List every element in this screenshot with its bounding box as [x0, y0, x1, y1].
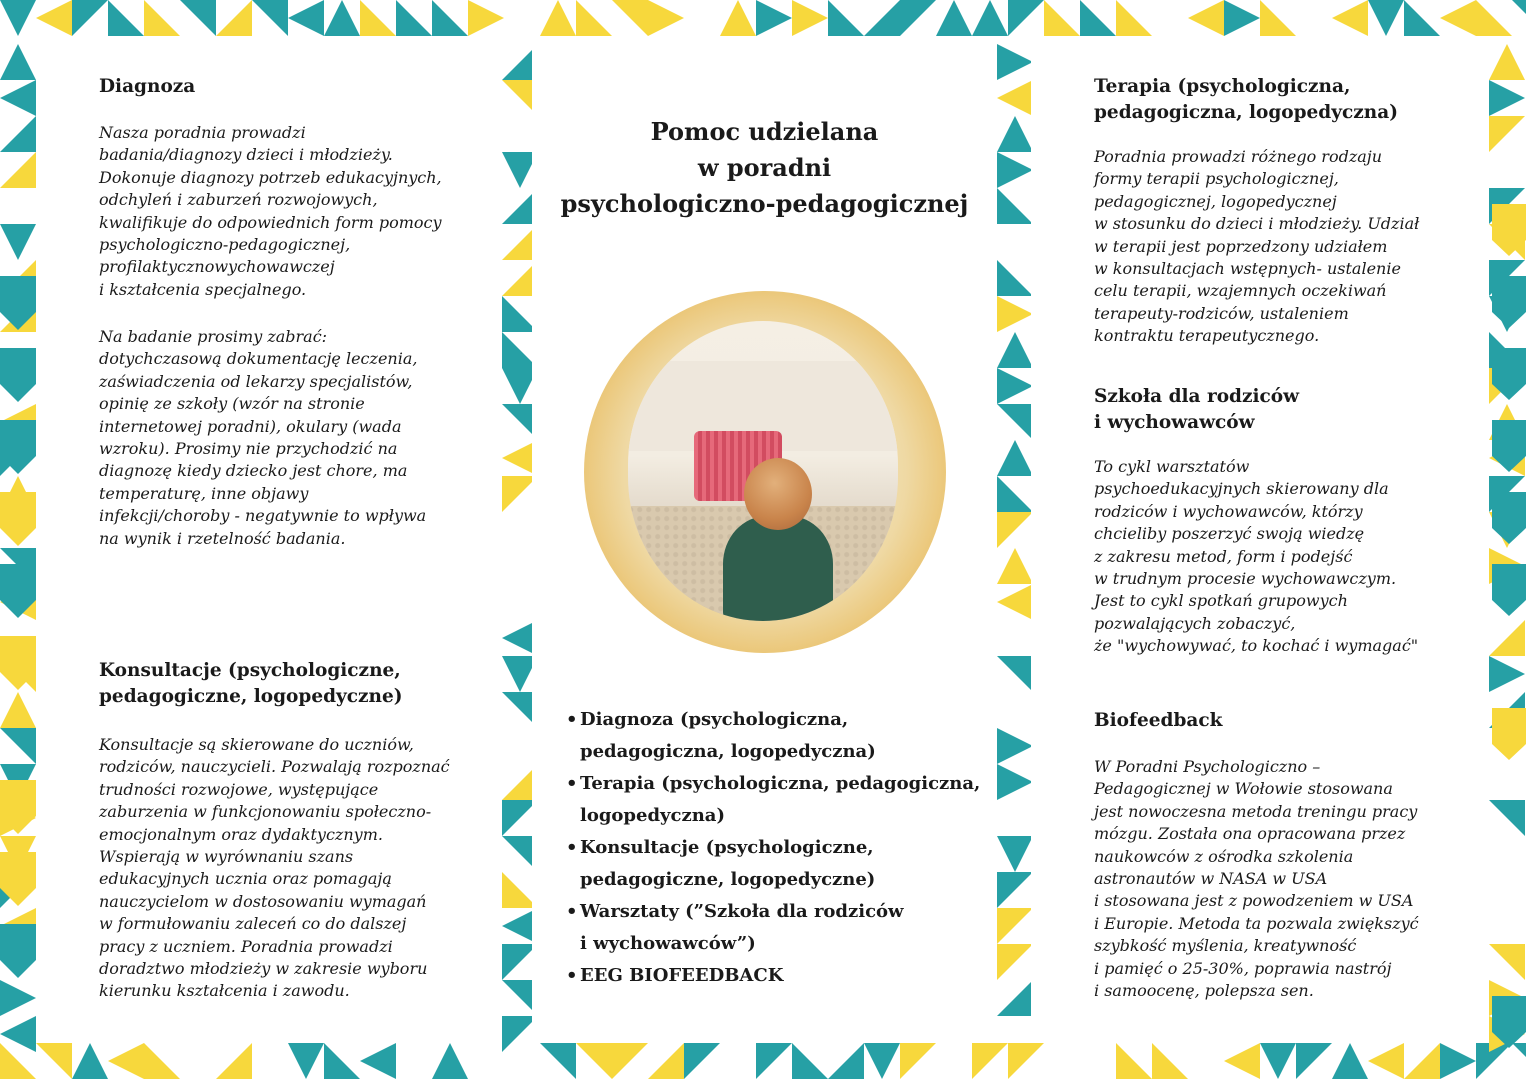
pattern-triangle	[997, 260, 1033, 296]
pattern-triangle	[997, 476, 1033, 512]
pattern-triangle	[997, 584, 1033, 620]
diagnoza-text: Nasza poradnia prowadzi badania/diagnozy dzieci i młodzieży. Dokonuje diagnozy potrzeb edukacyjnych, odchyleń i zaburzeń rozwojowych, kwalifikuje do odpowiednich form pomocy psychologiczno-pedagogicznej, profilaktycznowychowawczej i kształcenia specjalnego.	[99, 123, 442, 299]
pattern-triangle	[900, 0, 936, 36]
pattern-triangle	[972, 0, 1008, 36]
pattern-triangle	[0, 152, 36, 188]
pattern-triangle	[756, 0, 792, 36]
pattern-triangle	[1512, 0, 1526, 36]
pattern-triangle	[864, 1043, 900, 1079]
pattern-triangle	[0, 492, 36, 546]
pattern-triangle	[1044, 0, 1080, 36]
biofeedback-heading: Biofeedback	[1094, 710, 1223, 731]
pattern-triangle	[576, 0, 612, 36]
pattern-triangle	[1260, 1043, 1296, 1079]
pattern-triangle	[612, 1043, 648, 1079]
pattern-triangle	[1492, 276, 1526, 328]
photo-scene	[628, 321, 898, 621]
pattern-triangle	[1512, 1043, 1526, 1079]
pattern-triangle	[1332, 1043, 1368, 1079]
pattern-triangle	[997, 296, 1033, 332]
pattern-triangle	[108, 1043, 144, 1079]
pattern-triangle	[1489, 80, 1525, 116]
brochure-title: Pomoc udzielana w poradni psychologiczno-pedagogicznej	[560, 117, 969, 218]
pattern-triangle	[432, 1043, 468, 1079]
pattern-triangle	[1152, 1043, 1188, 1079]
pattern-triangle	[0, 692, 36, 728]
diagnoza-requirements-text: Na badanie prosimy zabrać: dotychczasową dokumentację leczenia, zaświadczenia od lekarzy specjalistów, opinię ze szkoły (wzór na stronie internetowej poradni), okulary (wada wzroku). Prosimy nie przychodzić na diagnozę kiedy dziecko jest chore, ma temperaturę, inne objawy infekcji/choroby - negatywnie to wpływa na wynik i rzetelność badania.	[99, 327, 427, 548]
list-item: • Warsztaty (”Szkoła dla rodziców i wychowawców”)	[566, 901, 904, 954]
pattern-triangle	[997, 980, 1033, 1016]
pattern-triangle	[1008, 0, 1044, 36]
pattern-triangle	[997, 656, 1033, 692]
pattern-triangle	[972, 1043, 1008, 1079]
pattern-triangle	[288, 1043, 324, 1079]
pattern-triangle	[360, 0, 396, 36]
pattern-triangle	[997, 368, 1033, 404]
pattern-triangle	[997, 440, 1033, 476]
pattern-triangle	[864, 0, 900, 36]
diagnoza-heading: Diagnoza	[99, 76, 196, 97]
pattern-triangle	[72, 1043, 108, 1079]
pattern-triangle	[540, 0, 576, 36]
pattern-triangle	[360, 1043, 396, 1079]
right-panel	[1031, 44, 1480, 1030]
list-item: • Konsultacje (psychologiczne, pedagogiczne, logopedyczne)	[566, 837, 876, 890]
terapia-text: Poradnia prowadzi różnego rodzaju formy terapii psychologicznej, pedagogicznej, logopedycznej w stosunku do dzieci i młodzieży. Udział w terapii jest poprzedzony udziałem w konsultacjach wstępnych- ustalenie celu terapii, wzajemnych oczekiwań terapeuty-rodziców, ustaleniem kontraktu terapeutycznego.	[1094, 147, 1420, 346]
pattern-triangle	[432, 0, 468, 36]
pattern-triangle	[144, 1043, 180, 1079]
pattern-triangle	[252, 0, 288, 36]
konsultacje-text: Konsultacje są skierowane do uczniów, rodziców, nauczycieli. Pozwalają rozpoznać trudności rozwojowe, występujące zaburzenia w funkcjonowaniu społeczno- emocjonalnym oraz dydaktycznym. Wspierają w wyrównaniu szans edukacyjnych ucznia oraz pomagają nauczycielom w dostosowaniu wymagań w formułowaniu zaleceń co do dalszej pracy z uczniem. Poradnia prowadzi doradztwo młodzieży w zakresie wyboru kierunku kształcenia i zawodu.	[99, 735, 450, 1001]
list-item: • EEG BIOFEEDBACK	[566, 965, 784, 986]
pattern-triangle	[1489, 800, 1525, 836]
pattern-triangle	[792, 1043, 828, 1079]
pattern-triangle	[1440, 1043, 1476, 1079]
list-item: • Terapia (psychologiczna, pedagogiczna, logopedyczna)	[566, 773, 981, 826]
child-head	[744, 458, 812, 530]
left-panel	[36, 44, 502, 1030]
pattern-triangle	[1224, 0, 1260, 36]
pattern-triangle	[756, 1043, 792, 1079]
pattern-triangle	[1332, 0, 1368, 36]
pattern-triangle	[997, 548, 1033, 584]
pattern-triangle	[36, 1043, 72, 1079]
pattern-triangle	[997, 116, 1033, 152]
pattern-triangle	[72, 0, 108, 36]
pattern-triangle	[36, 0, 72, 36]
pattern-triangle	[997, 944, 1033, 980]
pattern-triangle	[324, 1043, 360, 1079]
pattern-triangle	[997, 908, 1033, 944]
center-panel	[532, 44, 997, 1030]
konsultacje-heading: Konsultacje (psychologiczne, pedagogiczne, logopedyczne)	[99, 660, 403, 707]
pattern-triangle	[612, 0, 648, 36]
pattern-triangle	[997, 188, 1033, 224]
services-list	[566, 704, 991, 992]
pattern-triangle	[1296, 1043, 1332, 1079]
pattern-triangle	[216, 1043, 252, 1079]
pattern-triangle	[468, 0, 504, 36]
pattern-triangle	[997, 728, 1033, 764]
pattern-triangle	[1260, 0, 1296, 36]
pattern-triangle	[0, 44, 36, 80]
pattern-triangle	[0, 728, 36, 764]
pattern-triangle	[1008, 1043, 1044, 1079]
szkola-heading: Szkoła dla rodziców i wychowawców	[1094, 386, 1300, 433]
child-figure	[723, 516, 833, 621]
pattern-triangle	[997, 512, 1033, 548]
pattern-triangle	[684, 1043, 720, 1079]
pattern-triangle	[1080, 0, 1116, 36]
pattern-triangle	[1116, 0, 1152, 36]
pattern-triangle	[1440, 0, 1476, 36]
pattern-triangle	[0, 80, 36, 116]
pattern-triangle	[324, 0, 360, 36]
pattern-triangle	[1368, 0, 1404, 36]
pattern-triangle	[0, 980, 36, 1016]
pattern-triangle	[1404, 1043, 1440, 1079]
pattern-triangle	[144, 0, 180, 36]
pattern-triangle	[1368, 1043, 1404, 1079]
pattern-triangle	[648, 0, 684, 36]
pattern-triangle	[1492, 564, 1526, 616]
pattern-triangle	[1489, 44, 1525, 80]
pattern-triangle	[1492, 708, 1526, 760]
pattern-triangle	[828, 1043, 864, 1079]
pattern-triangle	[997, 872, 1033, 908]
pattern-triangle	[0, 1016, 36, 1052]
pattern-triangle	[1489, 620, 1525, 656]
pattern-triangle	[216, 0, 252, 36]
pattern-triangle	[936, 0, 972, 36]
child-photo	[584, 291, 946, 653]
szkola-text: To cykl warsztatów psychoedukacyjnych skierowany dla rodziców i wychowawców, którzy chcieliby poszerzyć swoją wiedzę z zakresu metod, form i podejść w trudnym procesie wychowawczym. Jest to cykl spotkań grupowych pozwalających zobaczyć, że "wychowywać, to kochać i wymagać"	[1094, 457, 1419, 656]
pattern-triangle	[1404, 0, 1440, 36]
pattern-triangle	[1489, 944, 1525, 980]
pattern-triangle	[997, 764, 1033, 800]
pattern-triangle	[997, 80, 1033, 116]
list-item: • Diagnoza (psychologiczna, pedagogiczna, logopedyczna)	[566, 709, 876, 762]
pattern-triangle	[0, 0, 36, 36]
pattern-triangle	[997, 332, 1033, 368]
pattern-triangle	[1489, 116, 1525, 152]
pattern-triangle	[997, 836, 1033, 872]
pattern-triangle	[828, 0, 864, 36]
pattern-triangle	[108, 0, 144, 36]
pattern-triangle	[1188, 0, 1224, 36]
pattern-triangle	[648, 1043, 684, 1079]
pattern-triangle	[1489, 656, 1525, 692]
terapia-heading: Terapia (psychologiczna, pedagogiczna, logopedyczna)	[1094, 76, 1398, 123]
pattern-triangle	[1476, 0, 1512, 36]
pattern-triangle	[997, 44, 1033, 80]
pattern-triangle	[900, 1043, 936, 1079]
pattern-triangle	[288, 0, 324, 36]
pattern-triangle	[792, 0, 828, 36]
pattern-triangle	[997, 404, 1033, 440]
pattern-triangle	[1116, 1043, 1152, 1079]
pattern-triangle	[1224, 1043, 1260, 1079]
pattern-triangle	[997, 152, 1033, 188]
pattern-triangle	[0, 224, 36, 260]
pattern-triangle	[0, 924, 36, 978]
pattern-triangle	[1492, 492, 1526, 544]
pattern-triangle	[180, 0, 216, 36]
pattern-triangle	[0, 348, 36, 402]
biofeedback-text: W Poradni Psychologiczno – Pedagogicznej w Wołowie stosowana jest nowoczesna metoda treningu pracy mózgu. Została ona opracowana przez naukowców z ośrodka szkolenia astronautów w NASA w USA i stosowana jest z powodzeniem w USA i Europie. Metoda ta pozwala zwiększyć szybkość myślenia, kreatywność i pamięć o 25-30%, poprawia nastrój i samoocenę, polepsza sen.	[1094, 757, 1419, 1001]
pattern-triangle	[720, 0, 756, 36]
pattern-triangle	[576, 1043, 612, 1079]
pattern-triangle	[396, 0, 432, 36]
pattern-triangle	[540, 1043, 576, 1079]
pattern-triangle	[0, 116, 36, 152]
